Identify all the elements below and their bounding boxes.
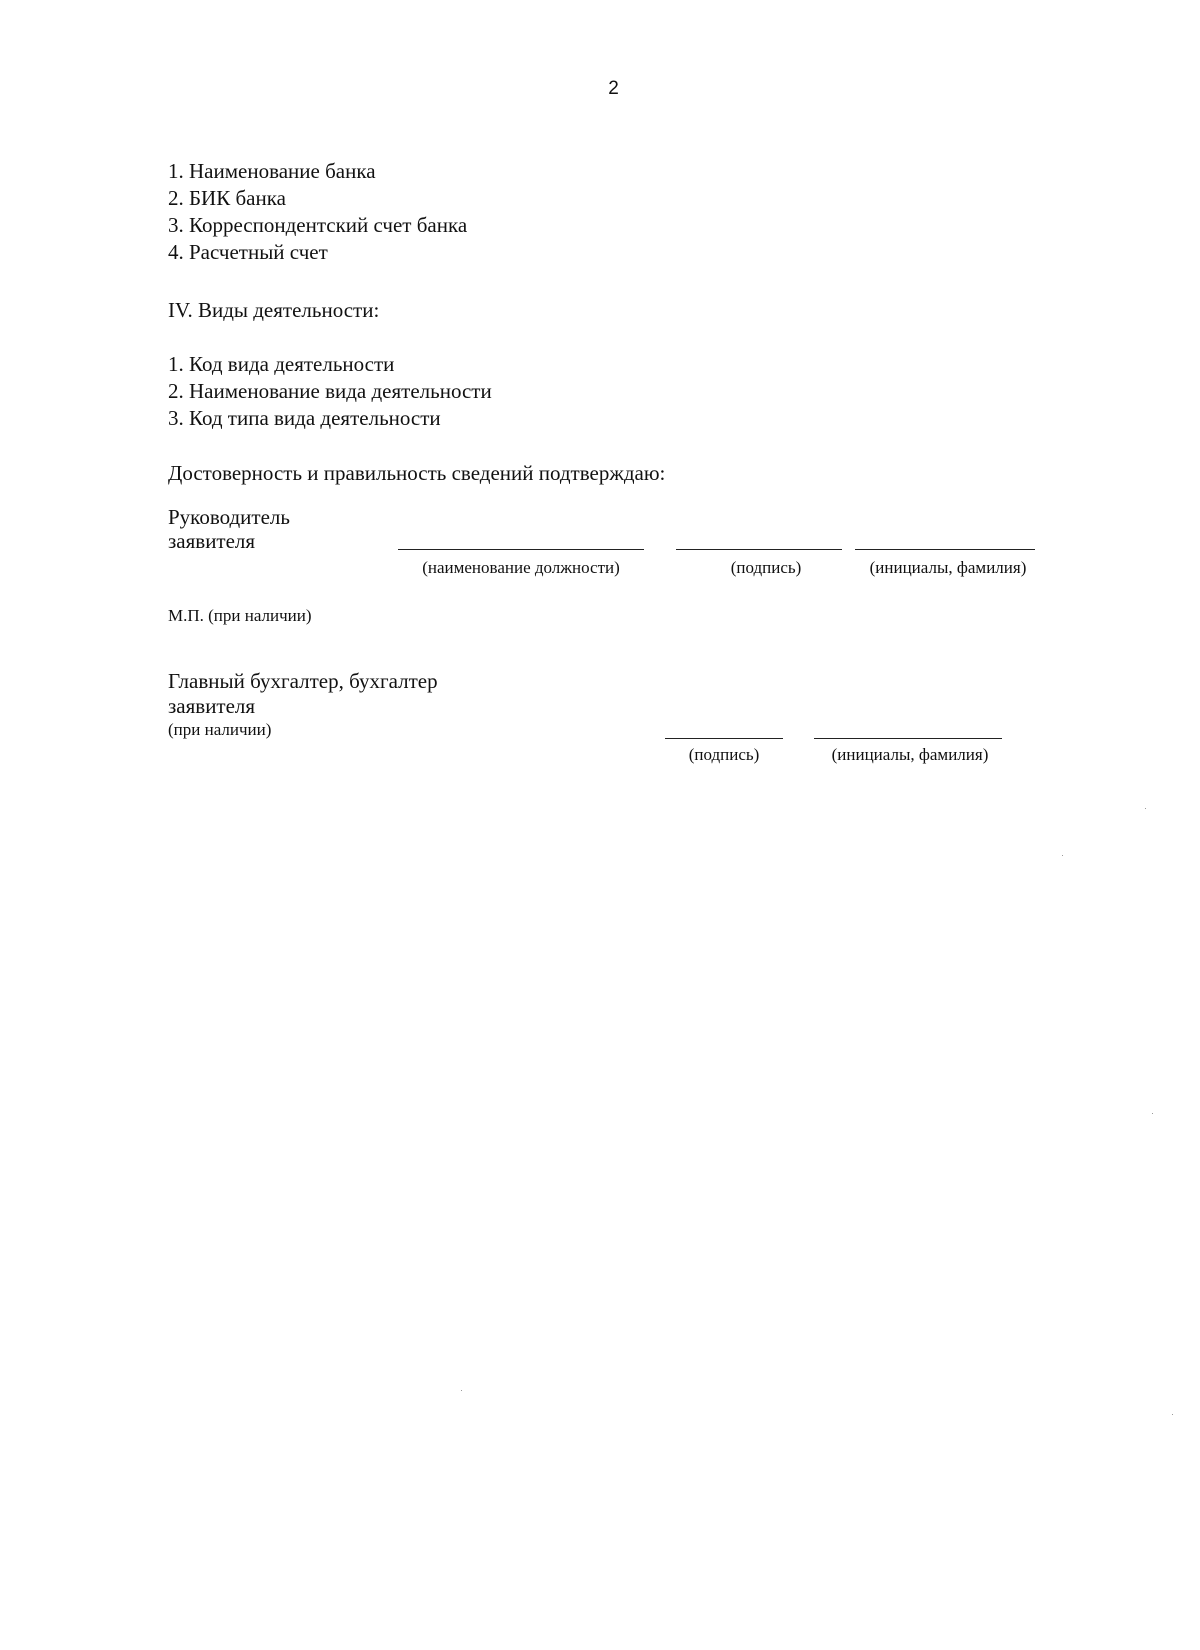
accountant-name-line	[814, 738, 1002, 739]
list-item: 3. Корреспондентский счет банка	[168, 213, 468, 237]
caption-signature: (подпись)	[730, 558, 802, 577]
scan-speck	[1145, 808, 1146, 809]
page-number: 2	[608, 78, 619, 99]
activities-list	[168, 351, 492, 432]
position-signature-line	[398, 549, 644, 550]
scan-speck	[461, 1390, 462, 1391]
caption-name: (инициалы, фамилия)	[869, 558, 1027, 577]
accountant-role-line2: заявителя	[168, 694, 256, 718]
confirmation-statement: Достоверность и правильность сведений подтверждаю:	[168, 461, 666, 485]
signature-line	[676, 549, 842, 550]
head-role-line2: заявителя	[168, 529, 256, 553]
accountant-role-line1: Главный бухгалтер, бухгалтер	[168, 669, 438, 693]
scan-speck	[1062, 855, 1063, 856]
accountant-caption-name: (инициалы, фамилия)	[831, 745, 989, 764]
accountant-role-line3: (при наличии)	[168, 720, 272, 739]
accountant-caption-signature: (подпись)	[688, 745, 760, 764]
bank-details-list	[168, 158, 467, 266]
list-item: 1. Код вида деятельности	[168, 352, 395, 376]
name-signature-line	[855, 549, 1035, 550]
head-role-line1: Руководитель	[168, 505, 290, 529]
list-item: 4. Расчетный счет	[168, 240, 328, 264]
caption-position: (наименование должности)	[422, 558, 620, 577]
list-item: 2. БИК банка	[168, 186, 286, 210]
list-item: 2. Наименование вида деятельности	[168, 379, 492, 403]
list-item: 1. Наименование банка	[168, 159, 376, 183]
scan-speck	[1152, 1113, 1153, 1114]
accountant-signature-line	[665, 738, 783, 739]
section-heading-activities: IV. Виды деятельности:	[168, 298, 380, 322]
list-item: 3. Код типа вида деятельности	[168, 406, 441, 430]
scan-speck	[1172, 1414, 1173, 1415]
seal-note: М.П. (при наличии)	[168, 606, 312, 625]
